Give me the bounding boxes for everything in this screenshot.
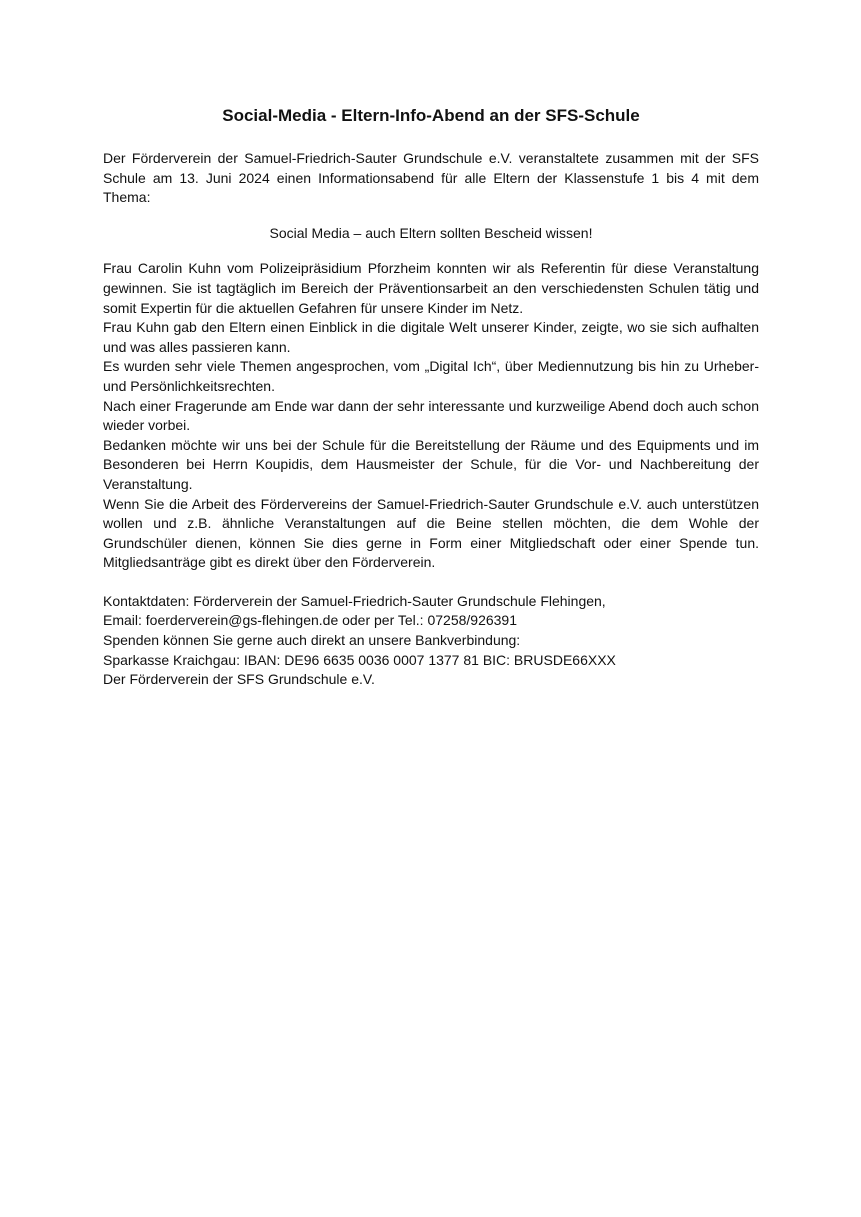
- paragraph-topics: Es wurden sehr viele Themen angesprochen, vom „Digital Ich“, über Mediennutzung bis hin zu Urheber- und Persönlichkeitsrechten.: [103, 358, 759, 394]
- bank-details-line: Sparkasse Kraichgau: IBAN: DE96 6635 0036 0007 1377 81 BIC: BRUSDE66XXX: [103, 651, 616, 668]
- signature-line: Der Förderverein der SFS Grundschule e.V.: [103, 671, 375, 688]
- page-title: Social-Media - Eltern-Info-Abend an der SFS-Schule: [222, 106, 640, 125]
- contact-line: Kontaktdaten: Förderverein der Samuel-Friedrich-Sauter Grundschule Flehingen,: [103, 592, 606, 609]
- contact-email-line: Email: foerderverein@gs-flehingen.de oder per Tel.: 07258/926391: [103, 612, 517, 629]
- paragraph-thanks: Bedanken möchte wir uns bei der Schule für die Bereitstellung der Räume und des Equipments und im Besonderen bei Herrn Koupidis, dem Hausmeister der Schule, für die Vor- und Nachbereitung der Veranstaltung.: [103, 436, 759, 492]
- intro-paragraph: Der Förderverein der Samuel-Friedrich-Sauter Grundschule e.V. veranstaltete zusammen mit der SFS Schule am 13. Juni 2024 einen Informationsabend für alle Eltern der Klassenstufe 1 bis 4 mit dem Thema:: [103, 150, 759, 206]
- paragraph-support: Wenn Sie die Arbeit des Fördervereins der Samuel-Friedrich-Sauter Grundschule e.V. auch unterstützen wollen und z.B. ähnliche Veranstaltungen auf die Beine stellen möchten, die dem Wohle der Grundschüler dienen, können Sie dies gerne in Form einer Mitgliedschaft oder einer Spende tun. Mitgliedsanträge gibt es direkt über den Förderverein.: [103, 495, 759, 571]
- paragraph-speaker: Frau Carolin Kuhn vom Polizeipräsidium Pforzheim konnten wir als Referentin für diese Veranstaltung gewinnen. Sie ist tagtäglich im Bereich der Präventionsarbeit an den verschiedensten Schulen tätig und somit Expertin für die aktuellen Gefahren für unsere Kinder im Netz.: [103, 260, 759, 316]
- contact-section: [103, 592, 759, 690]
- event-motto: Social Media – auch Eltern sollten Bescheid wissen!: [269, 224, 593, 241]
- document-body: [103, 103, 759, 690]
- contact-line: Spenden können Sie gerne auch direkt an unsere Bankverbindung:: [103, 632, 521, 649]
- paragraph-questions: Nach einer Fragerunde am Ende war dann der sehr interessante und kurzweilige Abend doch auch schon wieder vorbei.: [103, 397, 759, 434]
- report-section: [103, 259, 759, 573]
- paragraph-insight: Frau Kuhn gab den Eltern einen Einblick in die digitale Welt unserer Kinder, zeigte, wo sie sich aufhalten und was alles passieren kann.: [103, 319, 759, 355]
